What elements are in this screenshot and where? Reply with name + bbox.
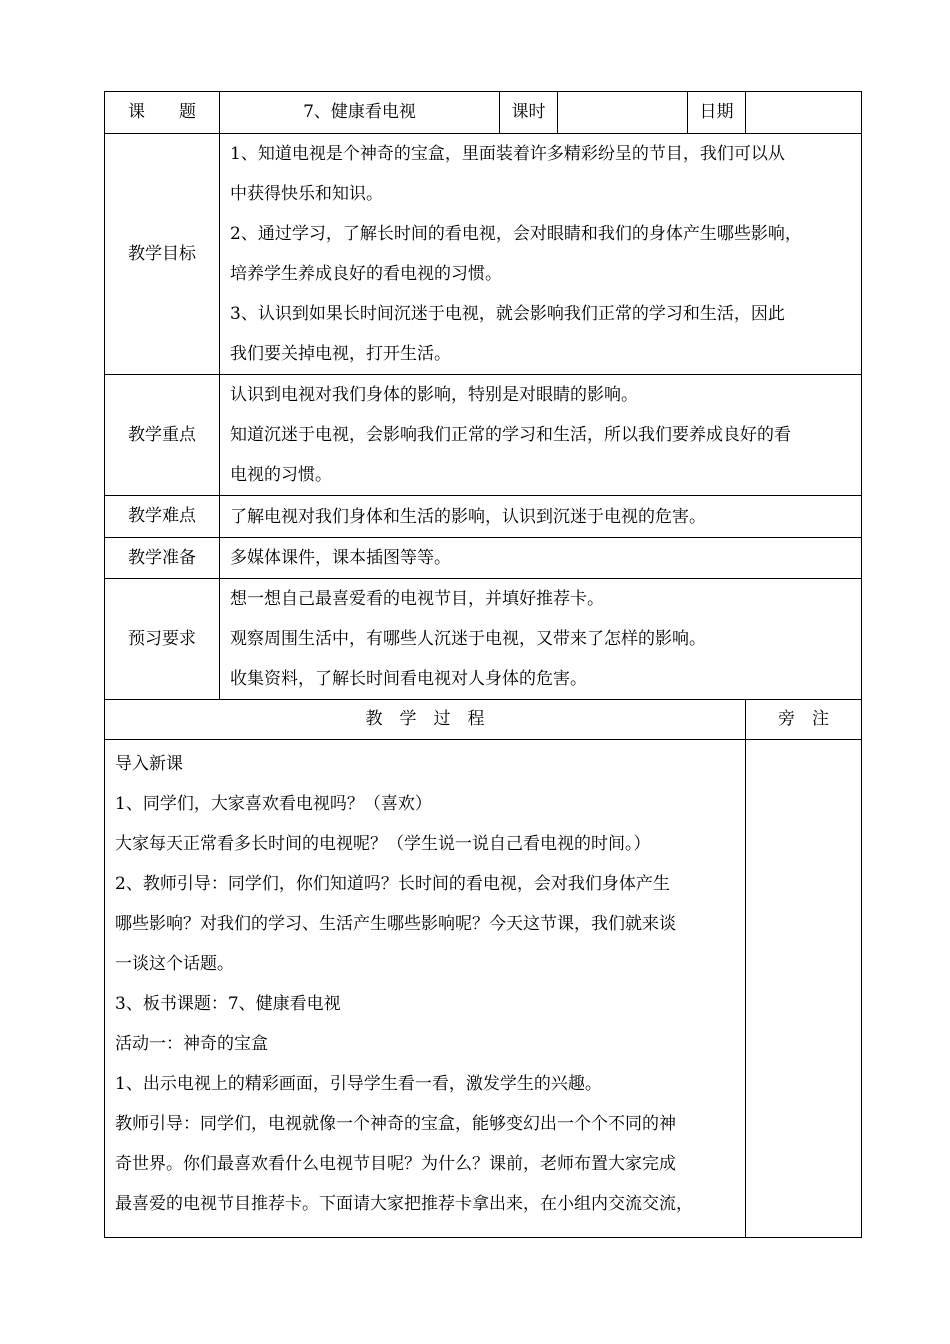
- objectives-line: 2、通过学习，了解长时间的看电视，会对眼睛和我们的身体产生哪些影响，: [230, 224, 802, 244]
- lesson-plan-table: [104, 91, 862, 1238]
- preview-content: [220, 579, 862, 700]
- process-line: 活动一：神奇的宝盒: [115, 1034, 268, 1054]
- preparation-line: 多媒体课件，课本插图等等。: [230, 548, 451, 568]
- topic-label: 课 题: [105, 92, 220, 134]
- process-line: 2、教师引导：同学们，你们知道吗？长时间的看电视，会对我们身体产生: [115, 874, 670, 894]
- preview-row: [105, 579, 862, 700]
- objectives-line: 1、知道电视是个神奇的宝盒，里面装着许多精彩纷呈的节目，我们可以从: [230, 144, 785, 164]
- process-line: 奇世界。你们最喜欢看什么电视节目呢？为什么？课前，老师布置大家完成: [115, 1154, 676, 1174]
- preparation-row: [105, 538, 862, 579]
- process-header-row: [105, 700, 862, 740]
- process-line: 哪些影响？对我们的学习、生活产生哪些影响呢？今天这节课，我们就来谈: [115, 914, 676, 934]
- preview-line: 收集资料，了解长时间看电视对人身体的危害。: [230, 669, 587, 689]
- notes-content: [746, 740, 862, 1238]
- process-line: 导入新课: [115, 754, 183, 774]
- objectives-line: 我们要关掉电视，打开生活。: [230, 344, 451, 364]
- preview-line: 想一想自己最喜爱看的电视节目，并填好推荐卡。: [230, 589, 604, 609]
- key-points-line: 知道沉迷于电视，会影响我们正常的学习和生活，所以我们要养成良好的看: [230, 425, 791, 445]
- process-line: 大家每天正常看多长时间的电视呢？（学生说一说自己看电视的时间。）: [115, 834, 651, 854]
- process-line: 教师引导：同学们，电视就像一个神奇的宝盒，能够变幻出一个个不同的神: [115, 1114, 676, 1134]
- period-value: [558, 92, 688, 134]
- key-points-content: [220, 375, 862, 496]
- period-label: 课时: [500, 92, 558, 134]
- process-line: 1、同学们，大家喜欢看电视吗？（喜欢）: [115, 794, 432, 814]
- header-row: [105, 92, 862, 134]
- objectives-row: [105, 134, 862, 375]
- preparation-content: [220, 538, 862, 579]
- difficulties-label: 教学难点: [105, 496, 220, 538]
- preview-line: 观察周围生活中，有哪些人沉迷于电视，又带来了怎样的影响。: [230, 629, 706, 649]
- process-content: [105, 740, 746, 1238]
- preparation-label: 教学准备: [105, 538, 220, 579]
- key-points-line: 认识到电视对我们身体的影响，特别是对眼睛的影响。: [230, 385, 638, 405]
- objectives-label: 教学目标: [105, 134, 220, 375]
- objectives-line: 中获得快乐和知识。: [230, 184, 383, 204]
- date-label: 日期: [688, 92, 746, 134]
- topic-value: 7、健康看电视: [220, 92, 500, 134]
- key-points-label: 教学重点: [105, 375, 220, 496]
- process-line: 3、板书课题：7、健康看电视: [115, 994, 341, 1014]
- objectives-line: 培养学生养成良好的看电视的习惯。: [230, 264, 502, 284]
- objectives-content: [220, 134, 862, 375]
- objectives-line: 3、认识到如果长时间沉迷于电视，就会影响我们正常的学习和生活，因此: [230, 304, 785, 324]
- key-points-row: [105, 375, 862, 496]
- date-value: [746, 92, 862, 134]
- difficulties-content: [220, 496, 862, 538]
- process-line: 1、出示电视上的精彩画面，引导学生看一看，激发学生的兴趣。: [115, 1074, 602, 1094]
- process-line: 最喜爱的电视节目推荐卡。下面请大家把推荐卡拿出来，在小组内交流交流，: [115, 1194, 693, 1214]
- notes-title: 旁 注: [746, 700, 862, 740]
- difficulties-line: 了解电视对我们身体和生活的影响，认识到沉迷于电视的危害。: [230, 506, 706, 527]
- process-line: 一谈这个话题。: [115, 954, 234, 974]
- difficulties-row: [105, 496, 862, 538]
- process-body-row: [105, 740, 862, 1238]
- key-points-line: 电视的习惯。: [230, 465, 332, 485]
- process-title: 教 学 过 程: [105, 700, 746, 740]
- preview-label: 预习要求: [105, 579, 220, 700]
